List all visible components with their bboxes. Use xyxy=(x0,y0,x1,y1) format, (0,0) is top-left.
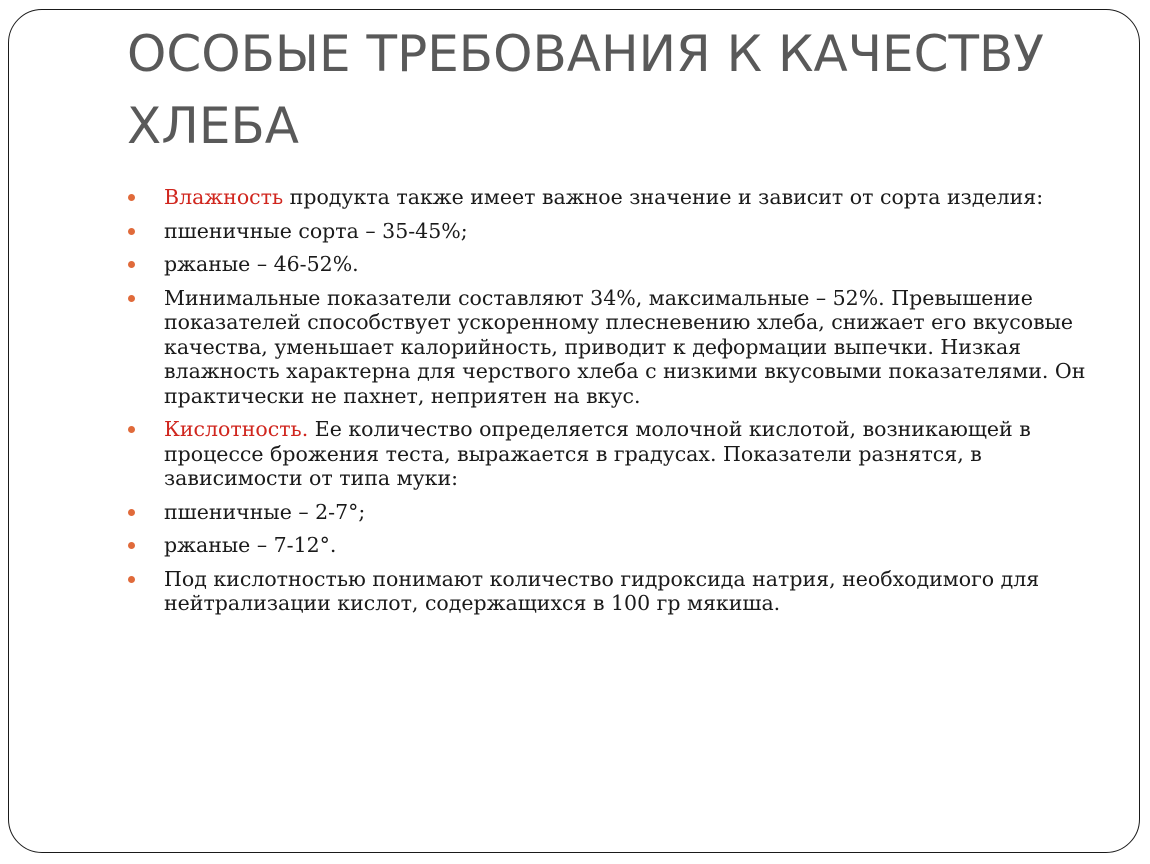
bullet-dot-icon xyxy=(128,228,135,235)
bullet-item-humidity-limits xyxy=(128,286,1088,409)
bullet-text: Под кислотностью понимают количество гидроксида натрия, необходимого для нейтрализации кислот, содержащихся в 100 гр мякиша. xyxy=(164,566,1040,615)
highlight-term: Влажность xyxy=(164,185,284,209)
bullet-dot-icon xyxy=(128,194,135,201)
bullet-dot-icon xyxy=(128,576,135,583)
bullet-dot-icon xyxy=(128,509,135,516)
bullet-dot-icon xyxy=(128,295,135,302)
bullet-item-wheat-acidity xyxy=(128,500,1088,525)
bullet-item-acidity xyxy=(128,417,1088,491)
bullet-text: пшеничные сорта – 35-45%; xyxy=(164,218,468,243)
bullet-item-wheat-humidity xyxy=(128,219,1088,244)
bullet-item-rye-humidity xyxy=(128,252,1088,277)
bullet-dot-icon xyxy=(128,426,135,433)
bullet-text: Минимальные показатели составляют 34%, максимальные – 52%. Превышение показателей способствует ускоренному плесневению хлеба, снижает его вкусовые качества, уменьшает калорийность, приводит к деформации выпечки. Низкая влажность характерна для черствого хлеба с низкими вкусовыми показателями. Он практически не пахнет, неприятен на вкус. xyxy=(164,285,1086,408)
bullet-text: ржаные – 46-52%. xyxy=(164,252,359,276)
bullet-text: продукта также имеет важное значение и зависит от сорта изделия: xyxy=(283,185,1044,209)
bullet-list xyxy=(128,185,1088,625)
bullet-item-acidity-definition xyxy=(128,567,1088,616)
highlight-term: Кислотность. xyxy=(164,417,309,441)
bullet-dot-icon xyxy=(128,261,135,268)
bullet-item-rye-acidity xyxy=(128,533,1088,558)
bullet-text: пшеничные – 2-7°; xyxy=(164,499,366,524)
bullet-item-humidity xyxy=(128,185,1088,210)
bullet-dot-icon xyxy=(128,542,135,549)
slide-title: ОСОБЫЕ ТРЕБОВАНИЯ К КАЧЕСТВУ ХЛЕБА xyxy=(127,25,1044,155)
bullet-text: ржаные – 7-12°. xyxy=(164,533,337,557)
bullet-text: Ее количество определяется молочной кислотой, возникающей в процессе брожения теста, выражается в градусах. Показатели разнятся, в зависимости от типа муки: xyxy=(164,417,1031,490)
